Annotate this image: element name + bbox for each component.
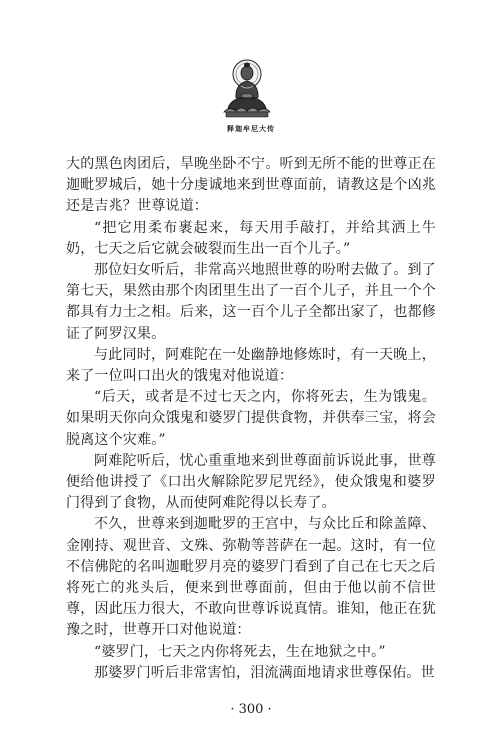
paragraph: 不久，世尊来到迦毗罗的王宫中，与众比丘和除盖障、金刚持、观世音、文殊、弥勒等菩萨在一起。这时，有一位不信佛陀的名叫迦毗罗月亮的婆罗门看到了自己在七天之后将死亡的兆头后，便来到世尊面前，但由于他以前不信世尊，因此压力很大，不敢向世尊诉说真情。谁知，他正在犹豫之时，世尊开口对他说道： <box>66 516 436 639</box>
paragraph: 阿难陀听后，忧心重重地来到世尊面前诉说此事，世尊便给他讲授了《口出火解除陀罗尼咒经》，使众饿鬼和婆罗门得到了食物，从而使阿难陀得以长寿了。 <box>66 452 436 512</box>
paragraph: 那位妇女听后，非常高兴地照世尊的吩咐去做了。到了第七天，果然由那个肉团里生出了一百个儿子，并且一个个都具有力士之相。后来，这一百个儿子全都出家了，也都修证了阿罗汉果。 <box>66 262 436 342</box>
seated-buddha-icon <box>212 52 282 122</box>
paragraph: 与此同时，阿难陀在一处幽静地修炼时，有一天晚上，来了一位叫口出火的饿鬼对他说道： <box>66 346 436 385</box>
page-header <box>0 0 502 140</box>
paragraph: “后天，或者是不过七天之内，你将死去，生为饿鬼。如果明天你向众饿鬼和婆罗门提供食物，并供奉三宝，将会脱离这个灾难。” <box>66 389 436 448</box>
paragraph: “把它用柔布裹起来，每天用手敲打，并给其洒上牛奶，七天之后它就会破裂而生出一百个儿子。” <box>66 219 436 257</box>
body-text <box>66 154 436 684</box>
book-title: 释迦牟尼大传 <box>227 124 275 133</box>
page-number: · 300 · <box>230 702 272 717</box>
paragraph: “婆罗门，七天之内你将死去，生在地狱之中。” <box>94 643 386 660</box>
paragraph: 大的黑色肉团后，旱晚坐卧不宁。听到无所不能的世尊正在迦毗罗城后，她十分虔诚地来到世尊面前，请教这是个凶兆还是吉兆？世尊说道： <box>66 156 436 215</box>
paragraph: 那婆罗门听后非常害怕，泪流满面地请求世尊保佑。世 <box>94 664 435 681</box>
